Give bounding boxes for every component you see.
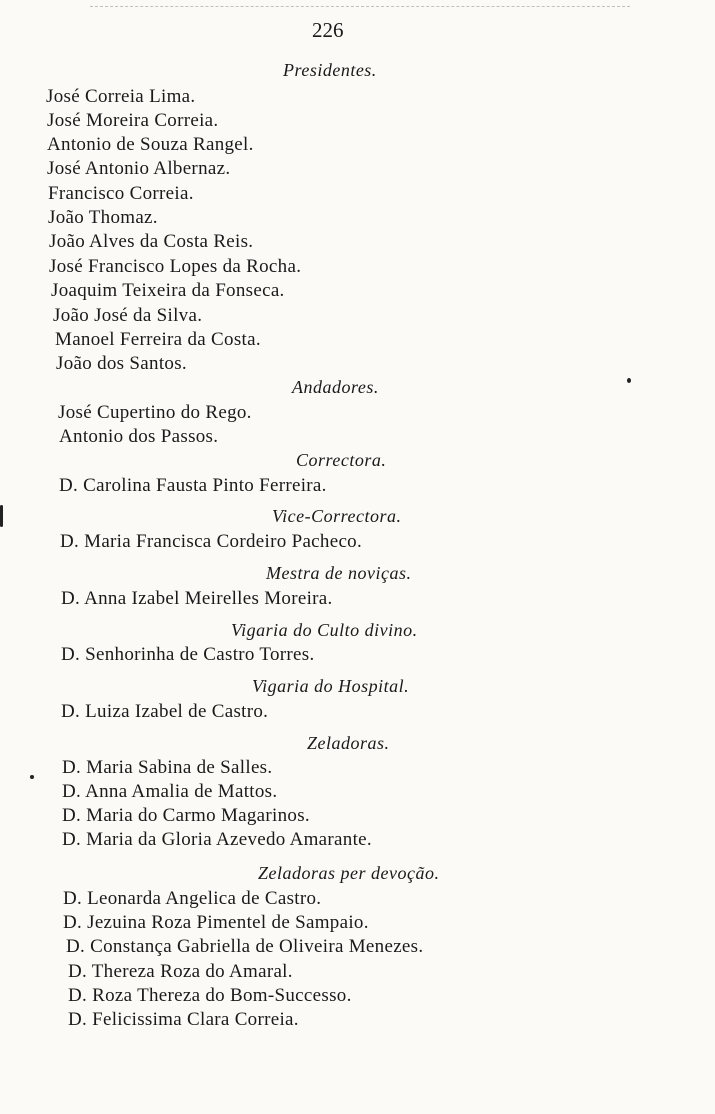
list-item: D. Felicissima Clara Correia. — [68, 1009, 299, 1030]
page-edge-mark — [0, 505, 3, 527]
list-item: José Antonio Albernaz. — [47, 158, 231, 179]
list-item: João dos Santos. — [56, 353, 187, 374]
list-item: D. Constança Gabriella de Oliveira Menezes. — [66, 936, 424, 957]
list-item: D. Jezuina Roza Pimentel de Sampaio. — [63, 912, 369, 933]
list-item: Manoel Ferreira da Costa. — [55, 329, 261, 350]
list-item: Antonio dos Passos. — [59, 426, 219, 447]
list-item: D. Luiza Izabel de Castro. — [61, 701, 269, 722]
heading-vice-correctora: Vice-Correctora. — [272, 506, 402, 526]
ink-speck — [30, 775, 34, 779]
list-item: D. Carolina Fausta Pinto Ferreira. — [59, 475, 327, 496]
heading-presidentes: Presidentes. — [283, 60, 377, 80]
list-item: João José da Silva. — [53, 305, 203, 326]
heading-correctora: Correctora. — [296, 450, 387, 470]
page-number: 226 — [312, 18, 344, 42]
page-top-edge — [90, 0, 630, 7]
heading-vigaria-do-culto-divino: Vigaria do Culto divino. — [231, 620, 418, 640]
heading-zeladoras-per-devocao: Zeladoras per devoção. — [258, 863, 440, 883]
list-item: D. Leonarda Angelica de Castro. — [63, 888, 322, 909]
list-item: D. Maria da Gloria Azevedo Amarante. — [62, 829, 372, 850]
list-item: João Thomaz. — [48, 207, 158, 228]
list-item: Joaquim Teixeira da Fonseca. — [51, 280, 285, 301]
list-item: Francisco Correia. — [48, 183, 194, 204]
list-item: D. Anna Amalia de Mattos. — [62, 781, 278, 802]
list-item: D. Maria Francisca Cordeiro Pacheco. — [60, 531, 363, 552]
list-item: João Alves da Costa Reis. — [49, 231, 254, 252]
list-item: D. Roza Thereza do Bom-Successo. — [68, 985, 352, 1006]
list-item: José Moreira Correia. — [47, 110, 219, 131]
list-item: D. Anna Izabel Meirelles Moreira. — [61, 588, 333, 609]
list-item: D. Maria Sabina de Salles. — [62, 757, 273, 778]
heading-vigaria-do-hospital: Vigaria do Hospital. — [252, 676, 410, 696]
list-item: D. Senhorinha de Castro Torres. — [61, 644, 315, 665]
heading-zeladoras: Zeladoras. — [307, 733, 390, 753]
list-item: José Correia Lima. — [46, 86, 196, 107]
heading-mestra-de-novicas: Mestra de noviças. — [266, 563, 412, 583]
ink-speck — [627, 378, 631, 383]
list-item: D. Maria do Carmo Magarinos. — [62, 805, 310, 826]
heading-andadores: Andadores. — [292, 377, 379, 397]
list-item: José Cupertino do Rego. — [58, 402, 252, 423]
list-item: José Francisco Lopes da Rocha. — [49, 256, 302, 277]
list-item: D. Thereza Roza do Amaral. — [68, 961, 293, 982]
list-item: Antonio de Souza Rangel. — [47, 134, 254, 155]
